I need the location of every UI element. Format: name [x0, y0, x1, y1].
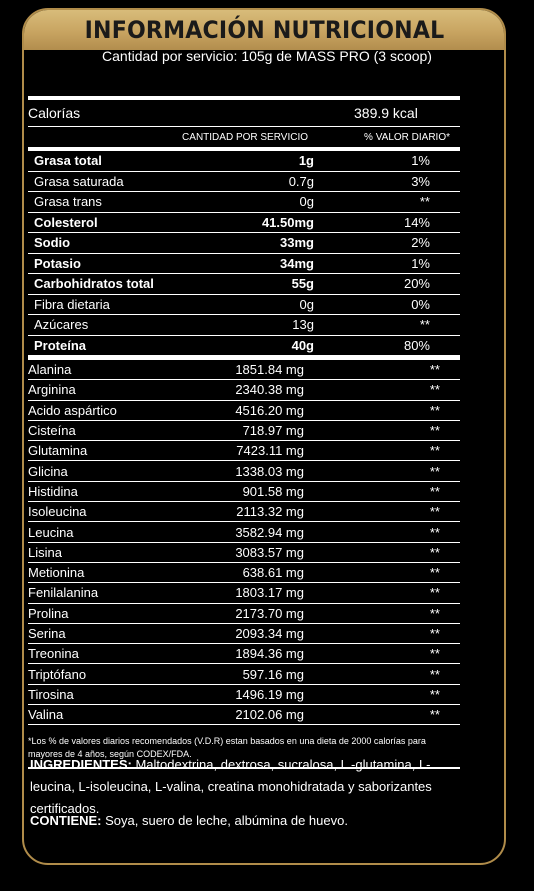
amino-acid-amount: 3083.57 mg [235, 544, 304, 560]
serving-size: Cantidad por servicio: 105g de MASS PRO (3 scoop) [102, 48, 432, 64]
amino-acid-row [28, 685, 460, 705]
amino-acid-dv: ** [429, 463, 440, 479]
nutrient-row [28, 274, 460, 295]
amino-acid-name: Treonina [28, 646, 79, 662]
page-title: INFORMACIÓN NUTRICIONAL [84, 16, 444, 44]
amino-acid-row [28, 380, 460, 400]
nutrient-dv: 80% [403, 337, 430, 353]
amino-acid-amount: 1803.17 mg [235, 585, 304, 601]
calories-row [28, 100, 460, 127]
amino-acid-amount: 2102.06 mg [235, 707, 304, 723]
amino-acid-name: Valina [28, 707, 64, 723]
nutrient-name: Grasa trans [34, 194, 102, 210]
amino-acid-dv: ** [429, 585, 440, 601]
amino-acid-row [28, 624, 460, 644]
ingredients-label: INGREDIENTES: [30, 757, 132, 772]
nutrient-amount: 55g [291, 276, 314, 292]
amino-acid-name: Cisteína [28, 423, 76, 439]
amino-acid-name: Glicina [28, 463, 68, 479]
amino-acid-amount: 718.97 mg [242, 423, 304, 439]
amino-acid-name: Histidina [28, 483, 78, 499]
amino-acid-row [28, 543, 460, 563]
nutrient-row [28, 233, 460, 254]
amino-acid-name: Triptófano [28, 666, 87, 682]
amino-acid-dv: ** [429, 605, 440, 621]
nutrient-amount: 13g [292, 317, 314, 333]
nutrient-name: Grasa total [34, 153, 102, 169]
nutrient-dv: 20% [403, 276, 430, 292]
amino-acid-amount: 2340.38 mg [235, 382, 304, 398]
amino-acid-name: Alanina [28, 362, 72, 378]
amino-acid-dv: ** [429, 443, 440, 459]
amino-acid-name: Acido aspártico [28, 402, 117, 418]
contains-text: Soya, suero de leche, albúmina de huevo. [101, 813, 348, 828]
amino-acid-name: Fenilalanina [28, 585, 99, 601]
nutrient-row [28, 315, 460, 336]
amino-acid-amount: 2093.34 mg [235, 626, 304, 641]
nutrient-dv: 3% [411, 173, 430, 189]
amino-acid-name: Lisina [28, 544, 62, 560]
amino-acid-name: Tirosina [28, 686, 74, 702]
amino-acid-dv: ** [429, 544, 440, 560]
amino-acid-dv: ** [429, 565, 440, 581]
calories-label: Calorías [28, 105, 81, 121]
nutrient-row [28, 192, 460, 213]
nutrients-list [28, 151, 460, 355]
amino-acid-row [28, 705, 460, 725]
amino-acids-list [28, 360, 460, 725]
amino-acid-row [28, 664, 460, 684]
amino-acid-amount: 901.58 mg [242, 483, 304, 499]
amino-acid-name: Isoleucina [28, 504, 87, 520]
nutrient-name: Grasa saturada [34, 173, 124, 189]
nutrient-row [28, 254, 460, 275]
amino-acid-row [28, 644, 460, 664]
nutrient-name: Carbohidratos total [34, 276, 154, 292]
nutrient-amount: 34mg [280, 255, 314, 271]
nutrient-name: Fibra dietaria [34, 296, 110, 312]
amino-acid-row [28, 583, 460, 603]
amino-acid-name: Leucina [28, 524, 74, 540]
nutrient-dv: 14% [403, 214, 430, 230]
dv-header: % VALOR DIARIO* [364, 131, 450, 143]
amino-acid-name: Serina [28, 626, 66, 641]
amino-acid-amount: 3582.94 mg [235, 524, 304, 540]
nutrient-dv: 2% [411, 235, 430, 251]
amino-acid-amount: 1851.84 mg [235, 362, 304, 378]
nutrient-row [28, 151, 460, 172]
nutrient-dv: ** [419, 317, 430, 333]
amino-acid-row [28, 482, 460, 502]
amino-acid-name: Prolina [28, 605, 69, 621]
footnote: *Los % de valores diarios recomendados (V.D.R) estan basados en una dieta de 2000 calorías para mayores de 4 años, según CODEX/FDA. [28, 725, 460, 769]
amino-acid-row [28, 441, 460, 461]
amino-acid-name: Glutamina [28, 443, 88, 459]
amino-acid-dv: ** [429, 504, 440, 520]
amino-acid-amount: 2173.70 mg [235, 605, 304, 621]
nutrient-dv: 1% [411, 153, 430, 169]
calories-value: 389.9 kcal [354, 105, 418, 121]
amount-header: CANTIDAD POR SERVICIO [182, 131, 308, 143]
nutrient-name: Azúcares [34, 317, 89, 333]
ingredients-text: Maltodextrina, dextrosa, sucralosa, L -glutamina, L-leucina, L-isoleucina, L-valina, creatina monohidratada y saborizantes certificados. [30, 757, 432, 816]
amino-acid-name: Arginina [28, 382, 76, 398]
contains-label: CONTIENE: [30, 813, 102, 828]
nutrient-dv: 1% [411, 255, 430, 271]
amino-acid-dv: ** [429, 382, 440, 398]
amino-acid-amount: 1338.03 mg [235, 463, 304, 479]
nutrient-row [28, 213, 460, 234]
nutrient-dv: 0% [411, 296, 430, 312]
amino-acid-row [28, 502, 460, 522]
amino-acid-dv: ** [429, 402, 440, 418]
column-headers [28, 127, 460, 147]
amino-acid-dv: ** [429, 423, 440, 439]
amino-acid-amount: 4516.20 mg [235, 402, 304, 418]
amino-acid-dv: ** [429, 646, 440, 662]
nutrient-amount: 33mg [280, 235, 314, 251]
nutrient-amount: 0g [299, 296, 314, 312]
amino-acid-amount: 2113.32 mg [236, 504, 304, 520]
amino-acid-amount: 7423.11 mg [236, 443, 304, 459]
amino-acid-dv: ** [429, 626, 440, 641]
amino-acid-dv: ** [429, 666, 440, 682]
nutrient-name: Sodio [34, 235, 71, 251]
nutrient-row [28, 295, 460, 316]
amino-acid-amount: 1894.36 mg [235, 646, 304, 662]
nutrient-name: Proteína [34, 337, 87, 353]
nutrient-amount: 41.50mg [261, 214, 314, 230]
nutrient-row [28, 172, 460, 193]
amino-acid-dv: ** [429, 707, 440, 723]
contains [30, 810, 470, 832]
amino-acid-row [28, 461, 460, 481]
amino-acid-row [28, 522, 460, 542]
nutrition-facts-table [28, 96, 460, 769]
amino-acid-dv: ** [429, 686, 440, 702]
nutrient-amount: 1g [298, 153, 314, 169]
nutrient-amount: 0g [299, 194, 314, 210]
amino-acid-dv: ** [429, 483, 440, 499]
amino-acid-amount: 1496.19 mg [235, 686, 304, 702]
nutrient-amount: 0.7g [288, 173, 314, 189]
nutrient-amount: 40g [291, 337, 314, 353]
amino-acid-dv: ** [429, 362, 440, 378]
amino-acid-row [28, 421, 460, 441]
nutrient-name: Potasio [34, 255, 81, 271]
nutrient-row [28, 336, 460, 356]
amino-acid-row [28, 604, 460, 624]
amino-acid-row [28, 360, 460, 380]
amino-acid-name: Metionina [28, 565, 85, 581]
amino-acid-amount: 638.61 mg [242, 565, 304, 581]
nutrient-name: Colesterol [34, 214, 98, 230]
amino-acid-dv: ** [429, 524, 440, 540]
amino-acid-row [28, 401, 460, 421]
amino-acid-amount: 597.16 mg [242, 666, 304, 682]
nutrient-dv: ** [419, 194, 430, 210]
title-banner [24, 10, 504, 50]
amino-acid-row [28, 563, 460, 583]
